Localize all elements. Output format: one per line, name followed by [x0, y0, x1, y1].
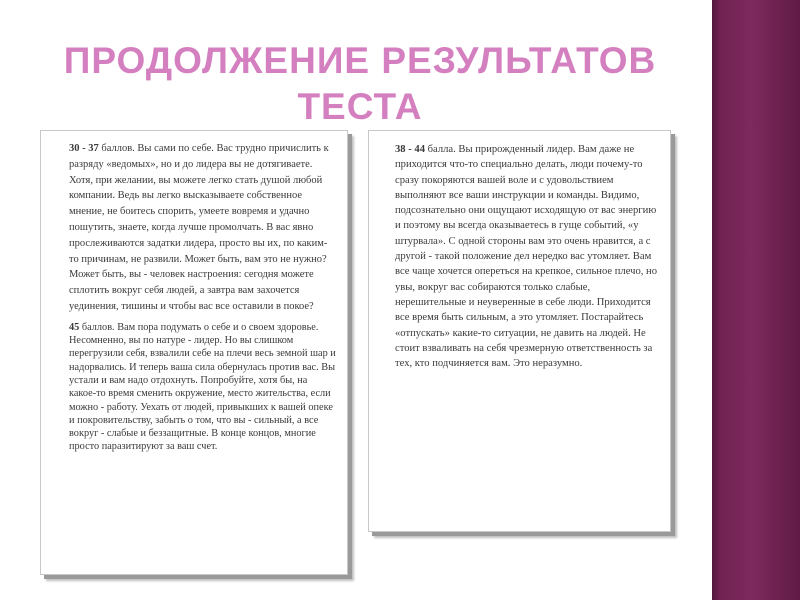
score-range-45: 45	[69, 321, 80, 333]
slide-title: ПРОДОЛЖЕНИЕ РЕЗУЛЬТАТОВ ТЕСТА	[63, 40, 657, 127]
result-card-left	[40, 130, 348, 575]
result-text-45: баллов. Вам пора подумать о себе и о своем здоровье. Несомненно, вы по натуре - лидер. Но вы слишком перегрузили себя, взвалили себе на плечи весь земной шар и надорвались. И теперь ваша сила обернулась против вас. Вы устали и вам надо отдохнуть. Попробуйте, хотя бы, на какое-то время сменить окружение, место жительства, если можно - работу. Уехать от людей, привыкших к вашей опеке и покровительству, забыть о том, что вы - сильный, а все вокруг - слабые и беззащитные. В конце концов, многие просто паразитируют за ваш счет.	[69, 321, 336, 453]
decorative-side-band	[712, 0, 800, 600]
result-paragraph-45	[69, 321, 337, 454]
result-paragraph-30-37	[69, 141, 337, 315]
score-range-38-44: 38 - 44	[395, 144, 426, 155]
score-range-30-37: 30 - 37	[69, 143, 99, 154]
result-paragraph-38-44	[395, 142, 660, 371]
result-card-right	[368, 130, 671, 532]
result-text-38-44: балла. Вы прирожденный лидер. Вам даже не приходится что-то специально делать, люди почему-то сразу покоряются вашей воле и с удовольствием выполняют все ваши инструкции и команды. Видимо, подсознательно они ощущают исходящую от вас энергию и поэтому вы всегда оказываетесь в гуще событий, «у штурвала». С одной стороны вам это очень нравится, а с другой - такой положение дел нередко вас утомляет. Вам все чаще хочется опереться на крепкое, сильное плечо, но увы, вокруг вас собираются только слабые, нерешительные и неуверенные в себе люди. Приходится все время быть сильным, а это утомляет. Постарайтесь «отпускать» какие-то ситуации, не давить на людей. Не стоит взваливать на себя чрезмерную ответственность за тех, кто подчиняется вам. Это неразумно.	[395, 144, 658, 370]
result-text-30-37: баллов. Вы сами по себе. Вас трудно причислить к разряду «ведомых», но и до лидера вы не дотягиваете. Хотя, при желании, вы можете легко стать душой любой компании. Ведь вы легко высказываете собственное мнение, не боитесь спорить, умеете вовремя и удачно пошутить, знаете, когда лучше промолчать. В вас явно прослеживаются задатки лидера, просто вы их, по каким-то причинам, не развили. Может быть, вам это не нужно? Может быть, вы - человек настроения: сегодня можете сплотить вокруг себя людей, а завтра вам захочется уединения, тишины и чтобы вас все оставили в покое?	[69, 143, 329, 312]
